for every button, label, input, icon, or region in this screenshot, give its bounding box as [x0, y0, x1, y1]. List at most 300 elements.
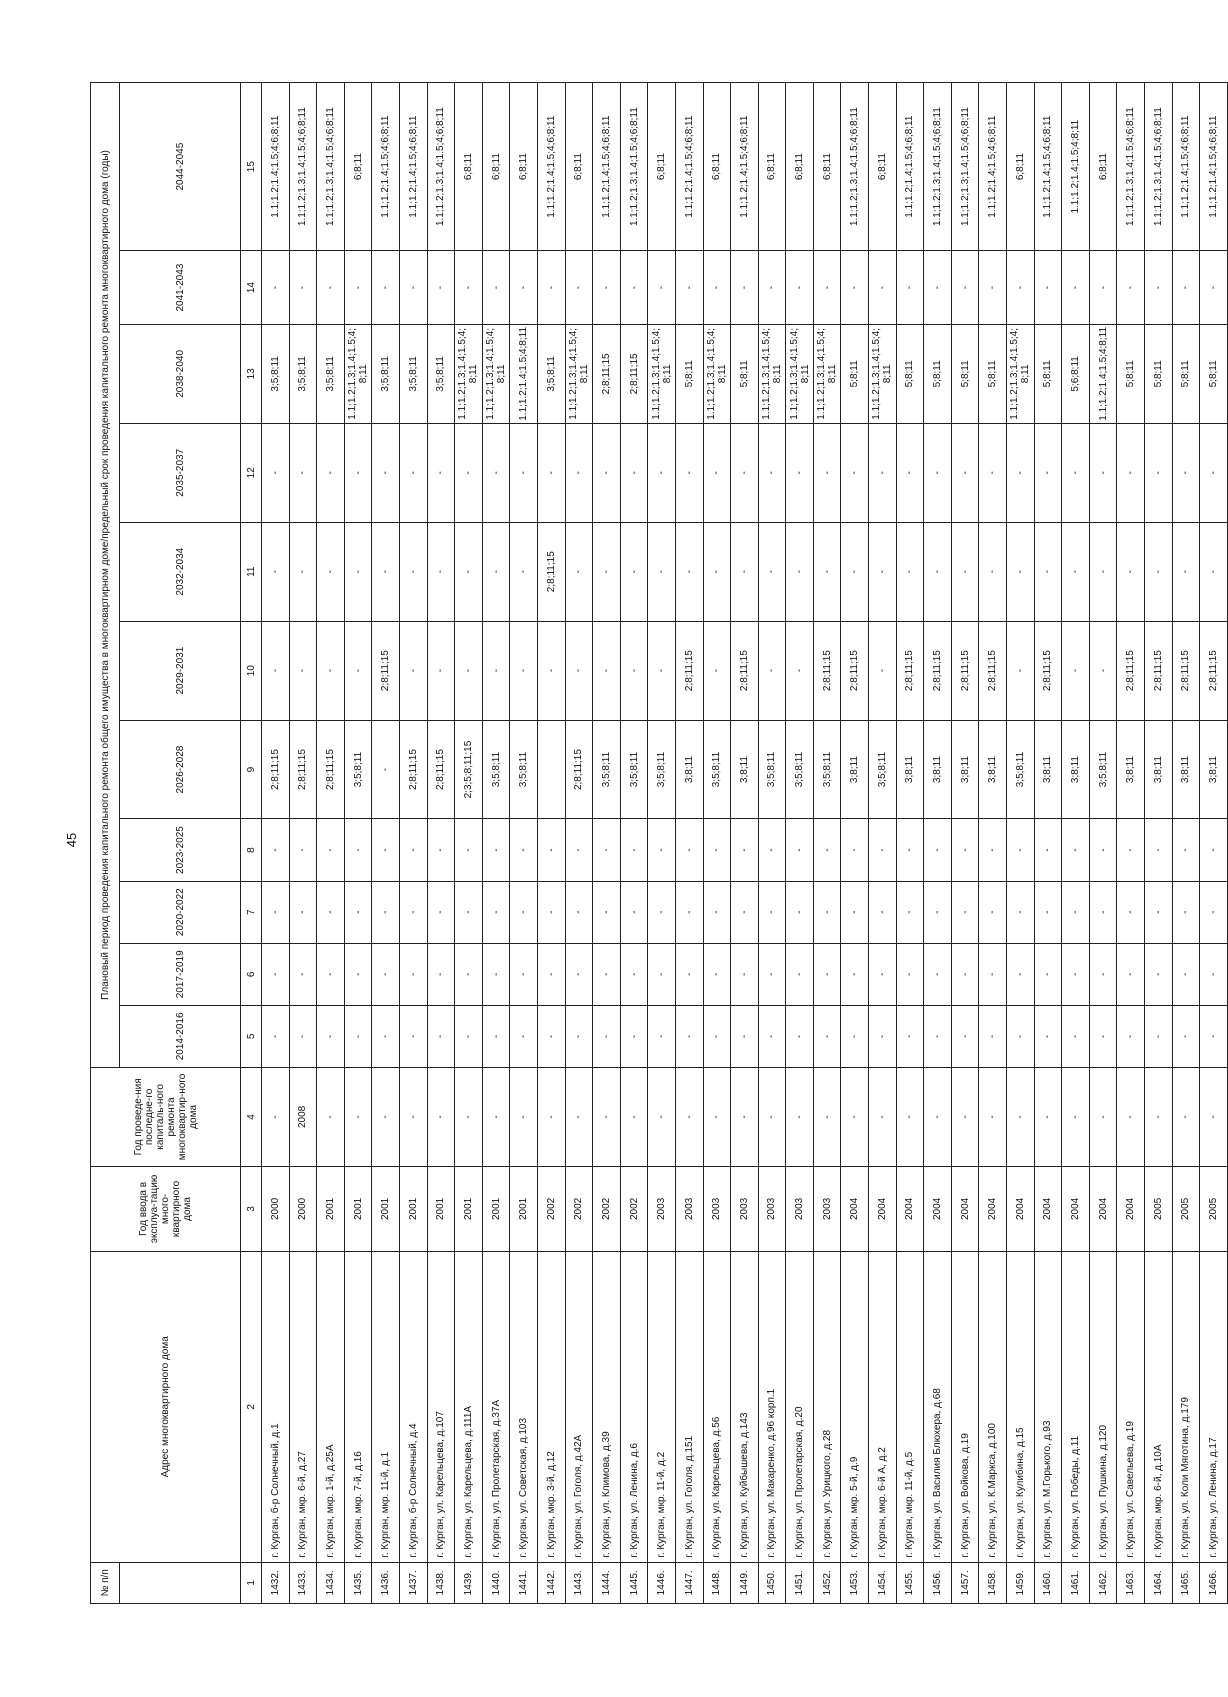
- table-cell: -: [675, 881, 703, 943]
- table-cell: -: [1117, 819, 1145, 881]
- table-cell: 2003: [813, 1166, 841, 1251]
- table-cell: -: [399, 621, 427, 720]
- address-cell: г. Курган, ул. Карельцева, д.56: [703, 1251, 731, 1562]
- column-number-cell: 12: [241, 423, 262, 522]
- table-cell: 2;8;11;15: [372, 621, 400, 720]
- table-cell: -: [262, 881, 290, 943]
- address-cell: г. Курган, ул. Пролетарская, д.20: [786, 1251, 814, 1562]
- table-cell: -: [1172, 1067, 1200, 1166]
- table-cell: -: [703, 881, 731, 943]
- row-number-cell: 1432.: [262, 1562, 290, 1603]
- table-cell: -: [289, 819, 317, 881]
- column-number-cell: 15: [241, 83, 262, 251]
- table-cell: -: [262, 1005, 290, 1067]
- table-cell: -: [869, 1005, 897, 1067]
- header-period-2017-2019: 2017-2019: [120, 943, 241, 1005]
- table-row: [896, 83, 924, 1604]
- table-cell: 3;8;11: [1117, 720, 1145, 819]
- table-cell: -: [1145, 943, 1173, 1005]
- table-cell: -: [841, 522, 869, 621]
- table-cell: -: [979, 1067, 1007, 1166]
- table-cell: 2003: [758, 1166, 786, 1251]
- table-cell: -: [537, 1005, 565, 1067]
- table-cell: 2;8;11;15: [262, 720, 290, 819]
- row-number-cell: 1453.: [841, 1562, 869, 1603]
- table-cell: -: [1145, 423, 1173, 522]
- table-cell: 3;8;11: [841, 720, 869, 819]
- table-cell: -: [620, 943, 648, 1005]
- table-cell: -: [951, 1067, 979, 1166]
- table-cell: -: [455, 819, 483, 881]
- table-row: [1062, 83, 1090, 1604]
- table-cell: -: [593, 251, 621, 325]
- table-cell: 2001: [510, 1166, 538, 1251]
- address-cell: г. Курган, ул. Пушкина, д.120: [1089, 1251, 1117, 1562]
- table-cell: -: [537, 423, 565, 522]
- table-cell: -: [869, 423, 897, 522]
- table-cell: -: [455, 1005, 483, 1067]
- table-row: [399, 83, 427, 1604]
- table-cell: -: [1007, 621, 1035, 720]
- header-period-2026-2028: 2026-2028: [120, 720, 241, 819]
- table-cell: 5;8;11: [951, 324, 979, 423]
- table-cell: 2005: [1200, 1166, 1228, 1251]
- table-cell: -: [1117, 522, 1145, 621]
- table-cell: -: [896, 819, 924, 881]
- table-cell: 2;3;5;8;11;15: [455, 720, 483, 819]
- table-cell: -: [869, 881, 897, 943]
- table-cell: -: [317, 943, 345, 1005]
- table-cell: -: [482, 522, 510, 621]
- table-cell: -: [620, 621, 648, 720]
- table-cell: 2001: [399, 1166, 427, 1251]
- table-cell: 3;8;11: [1145, 720, 1173, 819]
- table-cell: -: [979, 881, 1007, 943]
- table-row: [1117, 83, 1145, 1604]
- table-cell: -: [593, 1005, 621, 1067]
- table-cell: 6;8;11: [565, 83, 593, 251]
- table-row: [317, 83, 345, 1604]
- table-cell: -: [1172, 423, 1200, 522]
- header-period-2035-2037: 2035-2037: [120, 423, 241, 522]
- table-cell: -: [1034, 819, 1062, 881]
- table-row: [786, 83, 814, 1604]
- table-cell: -: [813, 522, 841, 621]
- table-cell: -: [1007, 881, 1035, 943]
- table-cell: -: [593, 1067, 621, 1166]
- rotated-table-wrapper: [90, 82, 1219, 1604]
- table-cell: -: [289, 251, 317, 325]
- row-number-cell: 1441.: [510, 1562, 538, 1603]
- table-cell: -: [455, 251, 483, 325]
- table-cell: -: [482, 251, 510, 325]
- table-cell: -: [841, 1005, 869, 1067]
- table-cell: 1.1;1.2;1.3;1.4;1.5;4;6;8;11: [924, 83, 952, 251]
- address-cell: г. Курган, ул. Советская, д.103: [510, 1251, 538, 1562]
- table-cell: 2004: [979, 1166, 1007, 1251]
- table-cell: 2001: [427, 1166, 455, 1251]
- table-cell: -: [455, 881, 483, 943]
- table-cell: -: [565, 522, 593, 621]
- row-number-cell: 1444.: [593, 1562, 621, 1603]
- table-cell: 1.1;1.2;1.3;1.4;1.5;4;6;8;11: [620, 83, 648, 251]
- table-cell: -: [372, 881, 400, 943]
- table-cell: 6;8;11: [786, 83, 814, 251]
- table-cell: 2002: [565, 1166, 593, 1251]
- table-cell: 3;8;11: [1172, 720, 1200, 819]
- table-cell: 3;8;11: [924, 720, 952, 819]
- table-cell: 1.1;1.2;1.3;1.4;1.5;4;8;11: [455, 324, 483, 423]
- table-cell: -: [1034, 522, 1062, 621]
- table-cell: 3;5;8;11: [344, 720, 372, 819]
- table-cell: -: [620, 522, 648, 621]
- table-cell: 1.1;1.2;1.3;1.4;1.5;4;6;8;11: [427, 83, 455, 251]
- table-cell: -: [344, 522, 372, 621]
- table-cell: -: [1089, 423, 1117, 522]
- table-cell: 1.1;1.2;1.4;1.5;4;6;8;11: [1172, 83, 1200, 251]
- table-cell: -: [841, 819, 869, 881]
- row-number-cell: 1451.: [786, 1562, 814, 1603]
- table-cell: -: [1117, 1067, 1145, 1166]
- table-cell: -: [648, 819, 676, 881]
- column-number-cell: 2: [241, 1251, 262, 1562]
- table-cell: -: [1034, 1005, 1062, 1067]
- table-cell: -: [675, 522, 703, 621]
- table-cell: 3;8;11: [675, 720, 703, 819]
- address-cell: г. Курган, ул. Кулибина, д.15: [1007, 1251, 1035, 1562]
- header-period-group: Плановый период проведения капитального ремонта общего имущества в многоквартирном доме/предельный срок проведения капитального ремонта многоквартирного дома (годы): [91, 83, 120, 1068]
- table-cell: -: [510, 423, 538, 522]
- table-cell: 3;5;8;11: [620, 720, 648, 819]
- column-number-cell: 4: [241, 1067, 262, 1166]
- table-cell: -: [813, 251, 841, 325]
- table-cell: 3;8;11: [1200, 720, 1228, 819]
- table-cell: -: [731, 881, 759, 943]
- table-row: [731, 83, 759, 1604]
- table-cell: -: [317, 251, 345, 325]
- table-cell: 6;8;11: [813, 83, 841, 251]
- address-cell: г. Курган, ул. Войкова, д.19: [951, 1251, 979, 1562]
- table-cell: -: [455, 1067, 483, 1166]
- table-cell: 1.1;1.2;1.3;1.4;1.5;4;8;11: [758, 324, 786, 423]
- table-cell: 2;8;11;15: [813, 621, 841, 720]
- table-cell: -: [951, 423, 979, 522]
- table-cell: -: [1007, 819, 1035, 881]
- table-cell: -: [565, 251, 593, 325]
- address-cell: г. Курган, мкр. 1-й, д.25А: [317, 1251, 345, 1562]
- table-cell: 3;5;8;11: [1089, 720, 1117, 819]
- table-row: [1089, 83, 1117, 1604]
- table-cell: 2004: [1062, 1166, 1090, 1251]
- table-cell: 1.1;1.2;1.4;1.5;4;6;8;11: [979, 83, 1007, 251]
- table-cell: 2003: [648, 1166, 676, 1251]
- table-cell: -: [786, 251, 814, 325]
- table-cell: [537, 720, 565, 819]
- table-cell: -: [1172, 1005, 1200, 1067]
- table-row: [482, 83, 510, 1604]
- table-cell: 2;8;11;15: [1145, 621, 1173, 720]
- table-cell: 5;8;11: [841, 324, 869, 423]
- table-cell: -: [703, 423, 731, 522]
- column-number-cell: 5: [241, 1005, 262, 1067]
- table-cell: 5;8;11: [896, 324, 924, 423]
- table-cell: -: [758, 819, 786, 881]
- header-period-2032-2034: 2032-2034: [120, 522, 241, 621]
- address-cell: г. Курган, ул. Василия Блюхера, д.68: [924, 1251, 952, 1562]
- table-cell: -: [593, 423, 621, 522]
- table-cell: 2;8;11;15: [427, 720, 455, 819]
- table-cell: -: [427, 881, 455, 943]
- table-cell: -: [399, 881, 427, 943]
- table-cell: -: [620, 881, 648, 943]
- table-cell: -: [1062, 522, 1090, 621]
- table-cell: -: [675, 943, 703, 1005]
- table-cell: -: [786, 819, 814, 881]
- address-cell: г. Курган, мкр. 6-й, д.10А: [1145, 1251, 1173, 1562]
- address-cell: г. Курган, мкр. 11-й, д.5: [896, 1251, 924, 1562]
- table-cell: -: [675, 1005, 703, 1067]
- table-cell: 2000: [289, 1166, 317, 1251]
- table-cell: -: [1062, 943, 1090, 1005]
- table-cell: 2004: [1089, 1166, 1117, 1251]
- table-cell: 1.1;1.2;1.3;1.4;1.5;4;6;8;11: [1145, 83, 1173, 251]
- table-cell: 2004: [869, 1166, 897, 1251]
- table-cell: 3;8;11: [979, 720, 1007, 819]
- table-cell: -: [344, 251, 372, 325]
- table-cell: -: [648, 1067, 676, 1166]
- table-cell: -: [344, 1005, 372, 1067]
- table-cell: -: [648, 522, 676, 621]
- table-cell: -: [979, 522, 1007, 621]
- address-cell: г. Курган, ул. М.Горького, д.93: [1034, 1251, 1062, 1562]
- table-row: [979, 83, 1007, 1604]
- table-cell: -: [786, 1067, 814, 1166]
- table-cell: -: [786, 423, 814, 522]
- table-cell: 3;8;11: [951, 720, 979, 819]
- table-cell: 5;8;11: [1172, 324, 1200, 423]
- table-cell: 2;8;11;15: [896, 621, 924, 720]
- address-cell: г. Курган, б-р Солнечный, д.1: [262, 1251, 290, 1562]
- column-number-cell: 7: [241, 881, 262, 943]
- table-cell: -: [537, 251, 565, 325]
- table-row: [510, 83, 538, 1604]
- table-cell: -: [924, 423, 952, 522]
- table-cell: 2;8;11;15: [537, 522, 565, 621]
- table-row: [565, 83, 593, 1604]
- address-cell: г. Курган, мкр. 7-й, д.16: [344, 1251, 372, 1562]
- table-cell: -: [869, 1067, 897, 1166]
- table-cell: -: [372, 819, 400, 881]
- table-cell: 1.1;1.2;1.4;1.5;4;6;8;11: [593, 83, 621, 251]
- table-cell: 1.1;1.2;1.3;1.4;1.5;4;8;11: [648, 324, 676, 423]
- table-cell: -: [979, 1005, 1007, 1067]
- table-cell: -: [317, 621, 345, 720]
- table-cell: 6;8;11: [703, 83, 731, 251]
- table-cell: 2;8;11;15: [675, 621, 703, 720]
- table-cell: -: [924, 819, 952, 881]
- table-cell: -: [537, 943, 565, 1005]
- table-cell: -: [344, 881, 372, 943]
- column-number-cell: 11: [241, 522, 262, 621]
- table-cell: 5;8;11: [1200, 324, 1228, 423]
- table-cell: -: [1007, 943, 1035, 1005]
- table-cell: -: [703, 621, 731, 720]
- table-cell: 6;8;11: [648, 83, 676, 251]
- table-cell: -: [510, 819, 538, 881]
- table-cell: 5;8;11: [1034, 324, 1062, 423]
- table-cell: -: [372, 423, 400, 522]
- table-cell: -: [1034, 943, 1062, 1005]
- table-cell: -: [1089, 522, 1117, 621]
- table-cell: -: [1172, 522, 1200, 621]
- table-cell: 3;5;8;11: [593, 720, 621, 819]
- table-cell: -: [896, 881, 924, 943]
- table-cell: -: [510, 621, 538, 720]
- table-cell: -: [344, 1067, 372, 1166]
- table-cell: -: [620, 423, 648, 522]
- table-cell: -: [1200, 943, 1228, 1005]
- table-cell: -: [565, 943, 593, 1005]
- table-cell: 1.1;1.2;1.3;1.4;1.5;4;8;11: [703, 324, 731, 423]
- table-cell: -: [924, 881, 952, 943]
- table-cell: -: [317, 522, 345, 621]
- table-cell: 1.1;1.2;1.4;1.5;4;6;8;11: [372, 83, 400, 251]
- table-cell: -: [1089, 819, 1117, 881]
- table-cell: 1.1;1.2;1.4;1.5;4;6;8;11: [537, 83, 565, 251]
- table-cell: -: [703, 943, 731, 1005]
- row-number-cell: 1440.: [482, 1562, 510, 1603]
- table-cell: -: [317, 881, 345, 943]
- table-cell: -: [427, 621, 455, 720]
- row-number-cell: 1460.: [1034, 1562, 1062, 1603]
- table-cell: 3;5;8;11: [262, 324, 290, 423]
- table-cell: -: [620, 251, 648, 325]
- table-cell: 2;8;11;15: [565, 720, 593, 819]
- table-cell: -: [482, 1067, 510, 1166]
- table-cell: -: [537, 881, 565, 943]
- table-cell: -: [510, 1067, 538, 1166]
- table-cell: 5;8;11: [1145, 324, 1173, 423]
- row-number-cell: 1436.: [372, 1562, 400, 1603]
- table-cell: 2;8;11;15: [593, 324, 621, 423]
- table-cell: 2;8;11;15: [1117, 621, 1145, 720]
- table-cell: -: [951, 251, 979, 325]
- table-cell: -: [344, 943, 372, 1005]
- table-cell: 3;5;8;11: [758, 720, 786, 819]
- table-cell: -: [372, 720, 400, 819]
- address-cell: г. Курган, ул. Макаренко, д.96 корп.1: [758, 1251, 786, 1562]
- table-row: [703, 83, 731, 1604]
- table-cell: 1.1;1.2;1.3;1.4;1.5;4;8;11: [344, 324, 372, 423]
- table-cell: -: [262, 423, 290, 522]
- table-cell: 2001: [344, 1166, 372, 1251]
- header-num-blank: [120, 1562, 241, 1603]
- table-row: [262, 83, 290, 1604]
- table-cell: -: [537, 621, 565, 720]
- table-row: [427, 83, 455, 1604]
- row-number-cell: 1466.: [1200, 1562, 1228, 1603]
- address-cell: г. Курган, ул. Куйбышева, д.143: [731, 1251, 759, 1562]
- row-number-cell: 1448.: [703, 1562, 731, 1603]
- table-cell: -: [620, 819, 648, 881]
- table-cell: -: [896, 943, 924, 1005]
- table-cell: -: [510, 943, 538, 1005]
- table-cell: -: [372, 1005, 400, 1067]
- table-cell: -: [1062, 881, 1090, 943]
- table-cell: -: [455, 522, 483, 621]
- table-cell: 2003: [703, 1166, 731, 1251]
- column-number-cell: 9: [241, 720, 262, 819]
- table-row: [344, 83, 372, 1604]
- table-cell: -: [731, 423, 759, 522]
- table-cell: 2;8;11;15: [924, 621, 952, 720]
- table-cell: -: [703, 1005, 731, 1067]
- table-cell: -: [924, 522, 952, 621]
- column-number-cell: 1: [241, 1562, 262, 1603]
- table-row: [537, 83, 565, 1604]
- table-cell: 2;8;11;15: [1200, 621, 1228, 720]
- table-cell: -: [896, 522, 924, 621]
- table-cell: 5;8;11: [1117, 324, 1145, 423]
- table-cell: -: [813, 1005, 841, 1067]
- table-cell: -: [951, 1005, 979, 1067]
- table-cell: -: [786, 881, 814, 943]
- table-cell: 1.1;1.2;1.4;1.5;4;6;8;11: [399, 83, 427, 251]
- address-cell: г. Курган, мкр. 6-й, д.27: [289, 1251, 317, 1562]
- table-cell: -: [758, 881, 786, 943]
- table-cell: 6;8;11: [869, 83, 897, 251]
- table-cell: -: [593, 522, 621, 621]
- table-cell: -: [1034, 251, 1062, 325]
- table-cell: -: [869, 943, 897, 1005]
- header-period-2014-2016: 2014-2016: [120, 1005, 241, 1067]
- table-cell: -: [1200, 1005, 1228, 1067]
- table-cell: 5;8;11: [924, 324, 952, 423]
- table-cell: -: [510, 522, 538, 621]
- table-cell: -: [841, 881, 869, 943]
- table-cell: -: [1007, 522, 1035, 621]
- table-cell: -: [924, 1067, 952, 1166]
- table-cell: 2;8;11;15: [620, 324, 648, 423]
- table-cell: -: [317, 423, 345, 522]
- header-period-2029-2031: 2029-2031: [120, 621, 241, 720]
- table-row: [813, 83, 841, 1604]
- table-cell: -: [758, 621, 786, 720]
- table-cell: -: [399, 251, 427, 325]
- table-row: [1034, 83, 1062, 1604]
- table-row: [1145, 83, 1173, 1604]
- address-cell: г. Курган, ул. Пролетарская, д.37А: [482, 1251, 510, 1562]
- table-cell: 2008: [289, 1067, 317, 1166]
- row-number-cell: 1462.: [1089, 1562, 1117, 1603]
- table-cell: 2004: [1007, 1166, 1035, 1251]
- table-cell: -: [675, 1067, 703, 1166]
- table-cell: 1.1;1.2;1.4;1.5;4;6;8;11: [896, 83, 924, 251]
- table-cell: -: [565, 819, 593, 881]
- address-cell: г. Курган, ул. Карельцева, д.111А: [455, 1251, 483, 1562]
- table-cell: 2002: [620, 1166, 648, 1251]
- table-cell: -: [537, 1067, 565, 1166]
- table-cell: -: [289, 423, 317, 522]
- table-cell: -: [841, 1067, 869, 1166]
- row-number-cell: 1446.: [648, 1562, 676, 1603]
- table-cell: -: [1062, 1067, 1090, 1166]
- table-cell: 1.1;1.2;1.3;1.4;1.5;4;6;8;11: [317, 83, 345, 251]
- table-cell: -: [1089, 881, 1117, 943]
- table-cell: 3;5;8;11: [427, 324, 455, 423]
- column-number-cell: 8: [241, 819, 262, 881]
- row-number-cell: 1439.: [455, 1562, 483, 1603]
